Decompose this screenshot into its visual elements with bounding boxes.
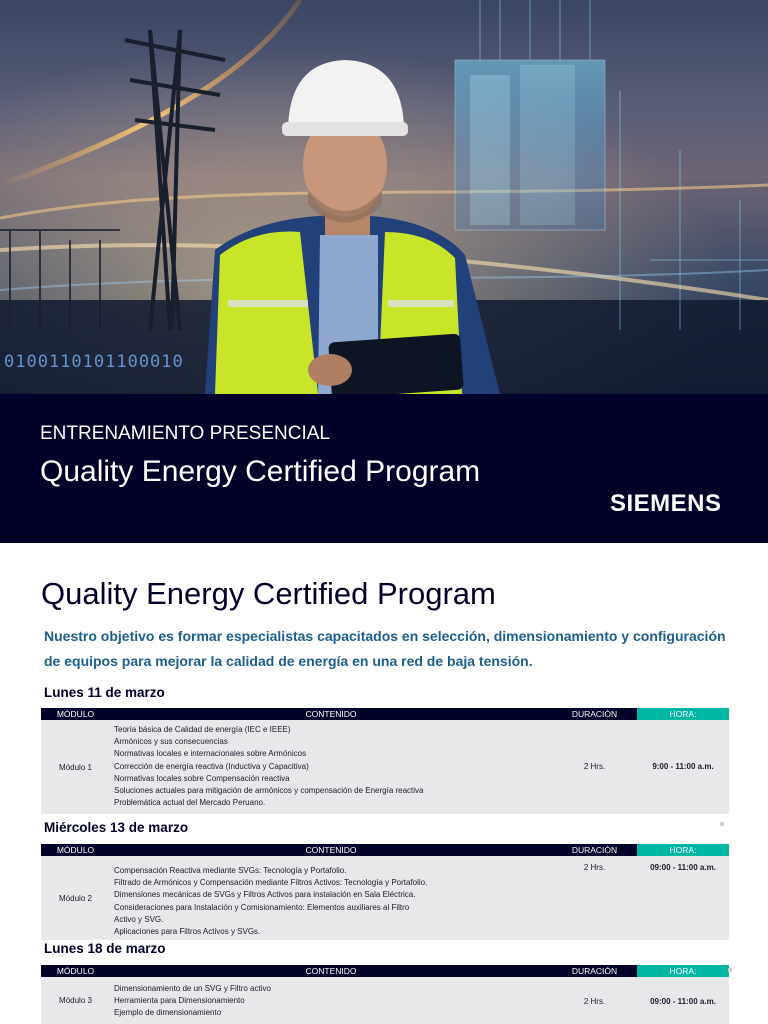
content-cell [110, 720, 552, 814]
schedule-table-1 [41, 708, 729, 814]
header-modulo: MÓDULO [56, 966, 95, 976]
corner-mark [720, 822, 724, 826]
module-cell: Módulo 2 [59, 893, 92, 903]
content-line: Dimensionamiento de un SVG y Filtro activo [114, 984, 271, 993]
content-cell [110, 977, 552, 1024]
corner-mark [728, 968, 732, 972]
header-duracion: DURACIÓN [571, 845, 618, 855]
schedule-table-2 [41, 844, 729, 940]
module-cell: Módulo 1 [59, 762, 92, 772]
content-line: Armónicos y sus consecuencias [114, 737, 228, 747]
content-line: Dimensiones mecánicas de SVGs y Filtros Activos para instalación en Sala Eléctrica. [114, 890, 416, 900]
session-2-day: Miércoles 13 de marzo [44, 820, 189, 835]
table-header [41, 844, 729, 856]
duration-cell: 2 Hrs. [583, 762, 606, 771]
content-line: Compensación Reactiva mediante SVGs: Tecnología y Portafolio. [114, 866, 347, 875]
header-contenido: CONTENIDO [305, 845, 357, 855]
content-line: Activo y SVG. [114, 914, 164, 924]
hero-image [0, 0, 768, 394]
header-modulo: MÓDULO [56, 845, 95, 855]
module-cell: Módulo 3 [59, 996, 92, 1005]
time-cell: 09:00 - 11:00 a.m. [650, 997, 716, 1006]
header-contenido: CONTENIDO [305, 966, 357, 976]
content-line: Ejemplo de dimensionamiento [114, 1008, 222, 1018]
content-line: Teoría básica de Calidad de energía (IEC e IEEE) [114, 725, 291, 734]
content-line: Aplicaciones para Filtros Activos y SVGs. [114, 927, 261, 937]
content-line: Consideraciones para Instalación y Comisionamiento: Elementos auxiliares al Filtro [114, 902, 410, 912]
banner-title: Quality Energy Certified Program [40, 455, 481, 488]
header-contenido: CONTENIDO [305, 709, 357, 719]
banner-eyebrow: ENTRENAMIENTO PRESENCIAL [40, 423, 330, 444]
page-title: Quality Energy Certified Program [41, 576, 496, 611]
header-duracion: DURACIÓN [571, 966, 618, 976]
content-line: Soluciones actuales para mitigación de armónicos y compensación de Energía reactiva [114, 786, 424, 796]
table-header [41, 708, 729, 720]
content-cell [110, 856, 552, 940]
table-header [41, 965, 729, 977]
duration-cell: 2 Hrs. [583, 997, 606, 1006]
content-line: Problemática actual del Mercado Peruano. [114, 798, 266, 808]
content-line: Normativas locales e internacionales sobre Armónicos [114, 749, 307, 759]
hero-illustration [0, 0, 768, 394]
time-cell: 9:00 - 11:00 a.m. [652, 762, 714, 771]
header-hora: HORA: [637, 844, 729, 856]
table-row [41, 856, 729, 940]
title-banner [0, 394, 768, 543]
schedule-table-3 [41, 965, 729, 1024]
table-row [41, 977, 729, 1024]
binary-overlay: 0100110101100010 [4, 352, 184, 372]
header-hora: HORA: [637, 965, 729, 977]
intro-text: Nuestro objetivo es formar especialistas capacitados en selección, dimensionamiento y configuración de equipos para mejorar la calidad de energía en una red de baja tensión. [44, 628, 726, 669]
header-hora: HORA: [637, 708, 729, 720]
table-row [41, 720, 729, 814]
time-cell: 09:00 - 11:00 a.m. [650, 863, 716, 872]
session-3-day: Lunes 18 de marzo [44, 941, 166, 956]
content-line: Herramienta para Dimensionamiento [114, 996, 245, 1006]
session-1-day: Lunes 11 de marzo [44, 685, 165, 700]
duration-cell: 2 Hrs. [583, 863, 606, 872]
content-line: Corrección de energía reactiva (Inductiva y Capacitiva) [114, 761, 309, 771]
header-modulo: MÓDULO [56, 709, 95, 719]
siemens-logo: SIEMENS [610, 490, 722, 517]
content-line: Filtrado de Armónicos y Compensación mediante Filtros Activos: Tecnología y Portafolio. [114, 878, 428, 888]
header-duracion: DURACIÓN [571, 709, 618, 719]
content-line: Normativas locales sobre Compensación reactiva [114, 773, 290, 783]
